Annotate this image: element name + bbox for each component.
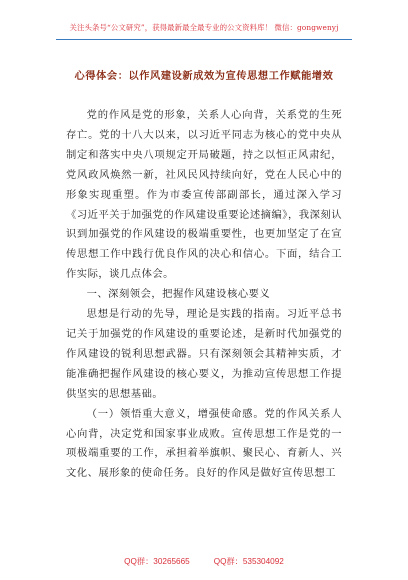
section-heading-1: 一、深刻领会，把握作风建设核心要义 [86, 288, 271, 301]
paragraph-intro: 党的作风是党的形象，关系人心向背，关系党的生死存亡。党的十八大以来，以习近平同志为核心的党中央从制定和落实中央八项规定开局破题，持之以恒正风肃纪，党风政风焕然一新，社风民风持续向好，党在人民心中的形象实现重塑。作为市委宣传部副部长，通过深入学习《习近平关于加强党的作风建设重要论述摘编》，我深刻认识到加强党的作风建设的极端重要性，也更加坚定了在宣传思想工作中践行优良作风的决心和信心。下面，结合工作实际，谈几点体会。 [66, 109, 342, 281]
footer-qq-group-1: QQ群：30265665 [124, 557, 190, 566]
paragraph-section-1: 思想是行动的先导，理论是实践的指南。习近平总书记关于加强党的作风建设的重要论述，是新时代加强党的作风建设的锐利思想武器。只有深刻领会其精神实质，才能准确把握作风建设的核心要义，为推动宣传思想工作提供坚实的思想基础。 [66, 308, 342, 400]
footer [20, 556, 388, 567]
header-divider [56, 39, 352, 40]
header-banner: 关注头条号“公文研究”，获得最新最全最专业的公文资料库！ 微信：gongwenyj [69, 23, 339, 32]
footer-qq-group-2: QQ群：535304092 [213, 557, 284, 566]
document-body [66, 106, 342, 484]
paragraph-subsection-1: （一）领悟重大意义，增强使命感。党的作风关系人心向背，决定党和国家事业成败。宣传思想工作是党的一项极端重要的工作，承担着举旗帜、聚民心、育新人、兴文化、展形象的使命任务。良好的作风是做好宣传思想工 [66, 407, 342, 480]
document-title: 心得体会：以作风建设新成效为宣传思想工作赋能增效 [74, 70, 334, 82]
